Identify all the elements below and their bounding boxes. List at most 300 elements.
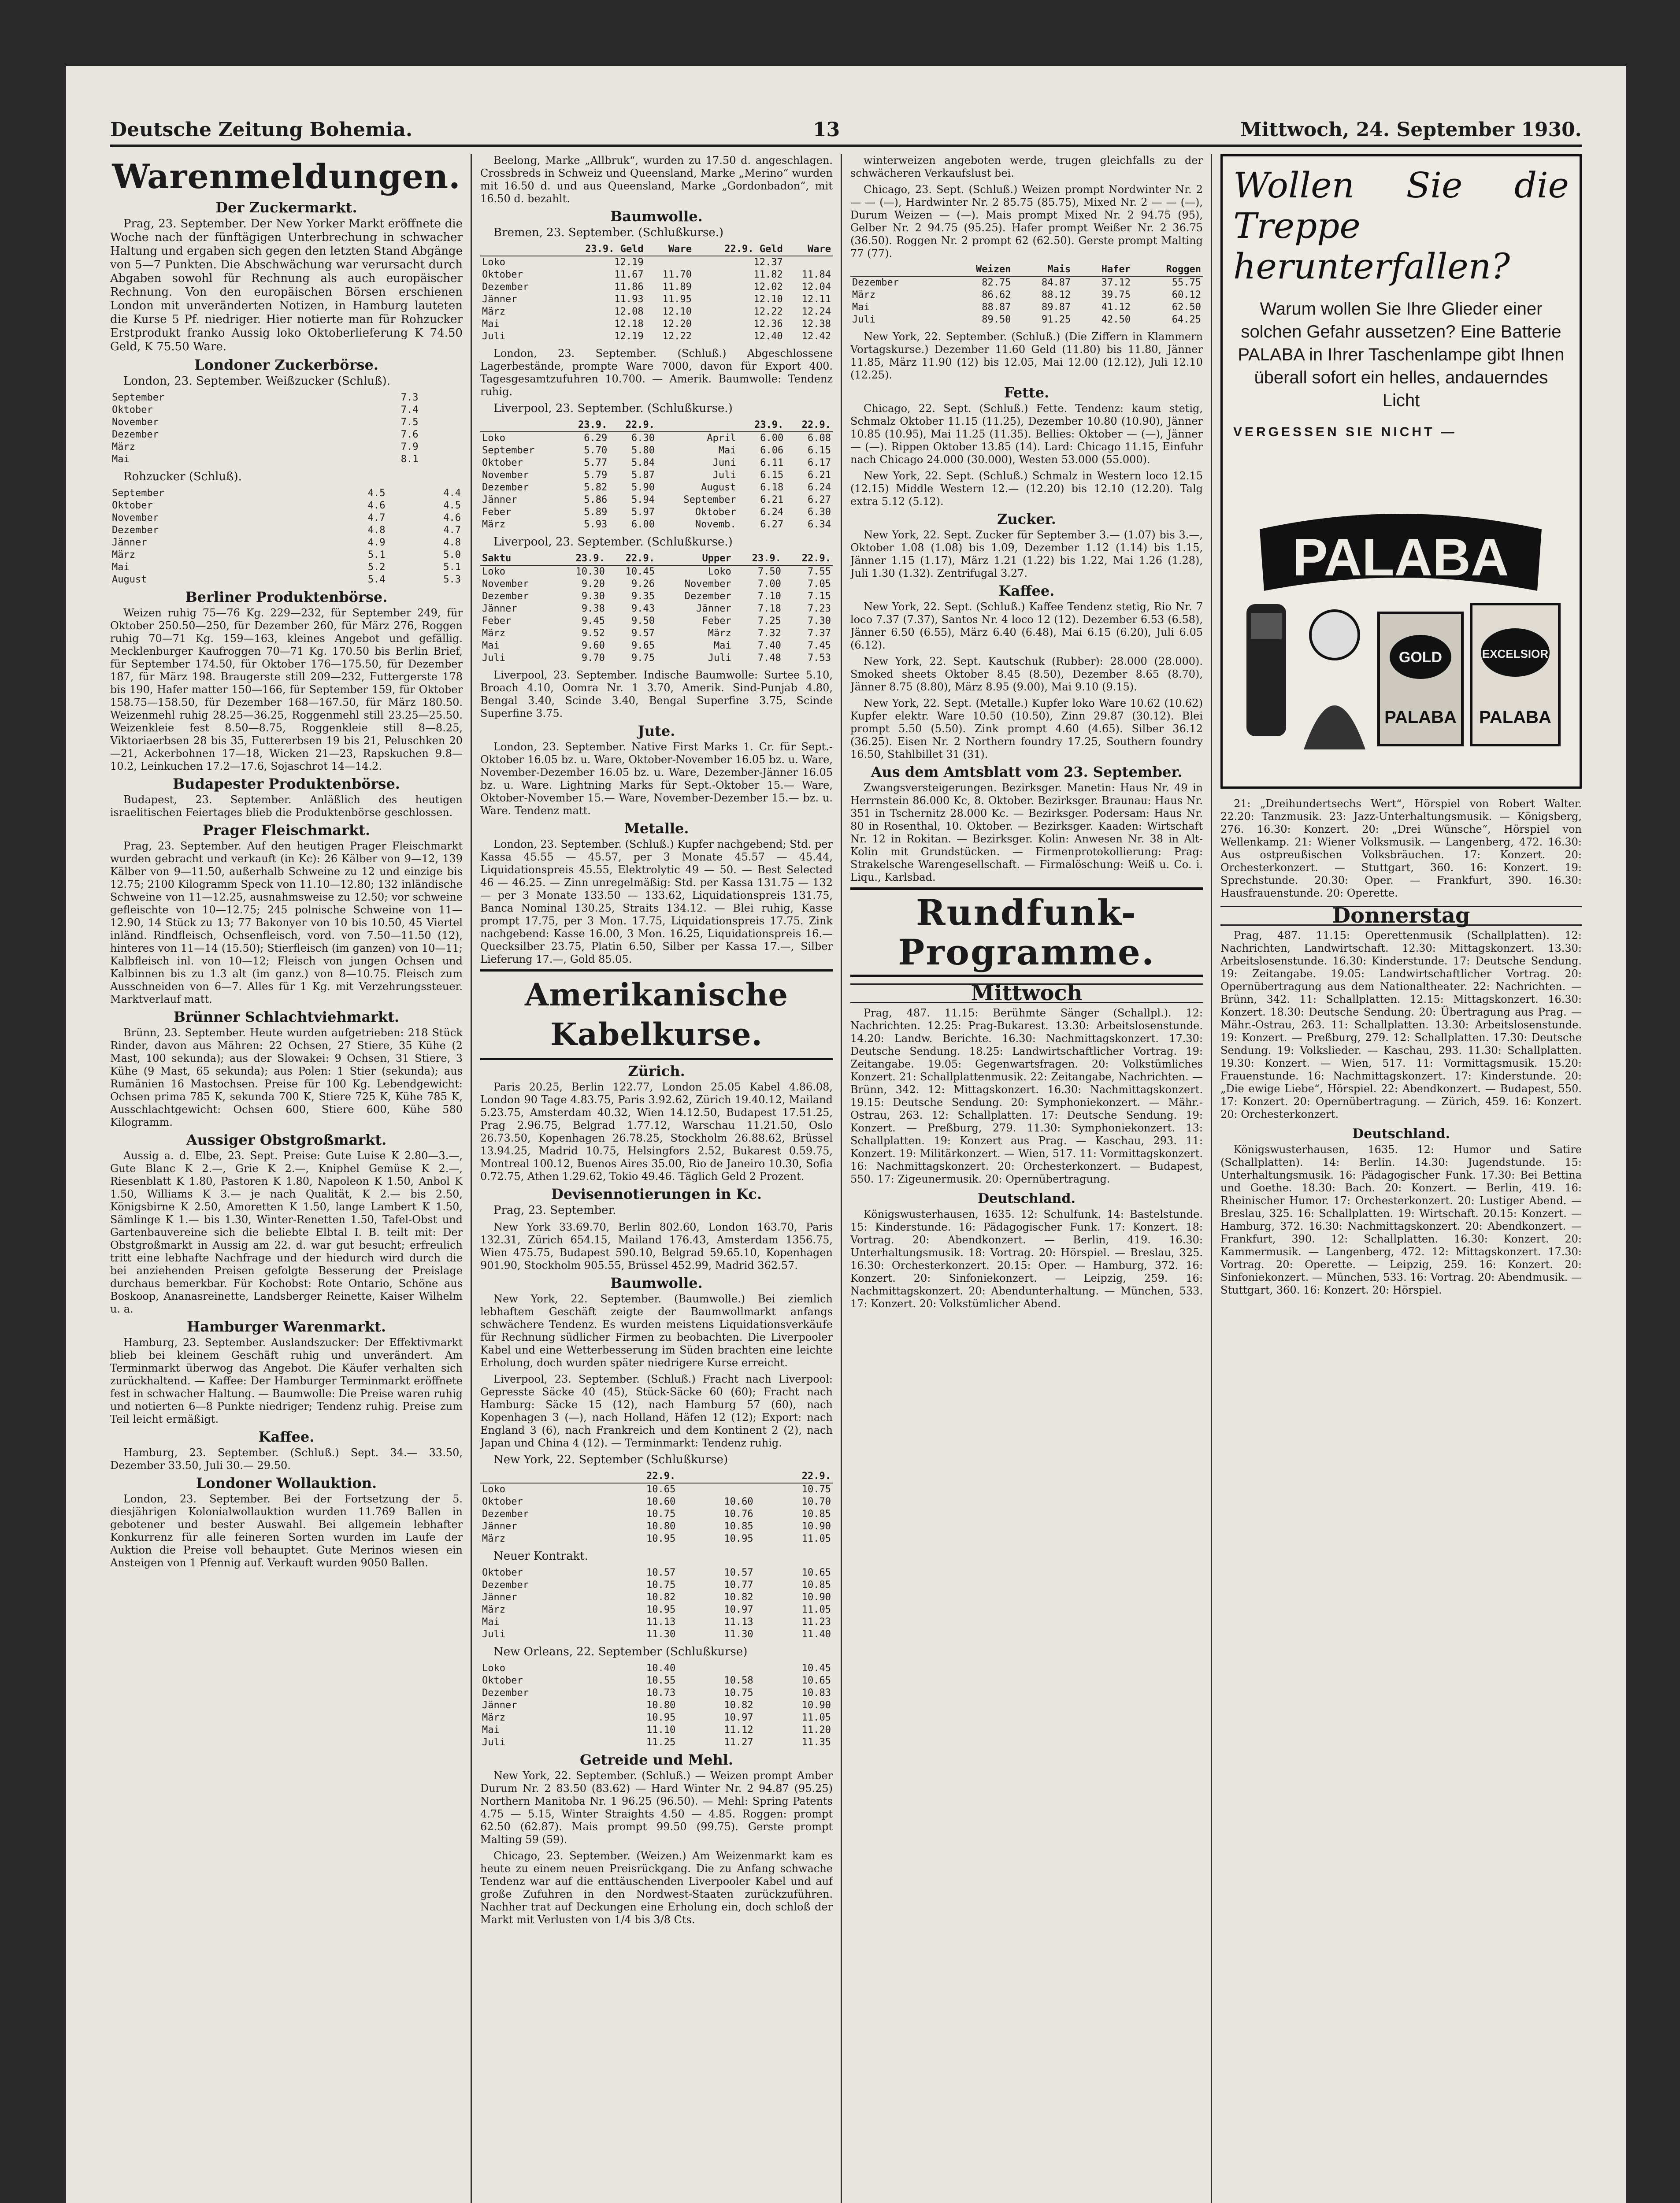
table-cell: 10.82 (724, 1700, 753, 1711)
box-label-excelsior: EXCELSIOR (1482, 647, 1549, 660)
table-row (850, 314, 1203, 326)
table-row (110, 392, 463, 404)
article-heading: Prager Fleischmarkt. (202, 822, 371, 838)
article-text: Hamburg, 23. September. Auslandszucker: Der Effektivmarkt blieb bei kleinem Geschäft ruhig und unverändert. Am Terminmarkt überwog das Angebot. Die Käufer verhalten sich zurückhaltend. — Kaffee: Der Hamburger Terminmarkt eröffnete fest in schwacher Haltung. — Baumwolle: Die Preise waren ruhig und notierten 6—8 Punkte niedriger; Tendenz ruhig. Preise zum Teil leicht ermäßigt. (110, 1336, 463, 1425)
table-cell: 9.52 (581, 628, 605, 639)
table-cell: 12.22 (662, 331, 692, 342)
table-row (110, 561, 463, 574)
table-cell: 11.30 (646, 1629, 676, 1640)
table-cell: 84.87 (1041, 277, 1071, 288)
table-cell: Dezember (852, 277, 899, 288)
article-text: New York, 22. September. (Schluß.) (Die Ziffern in Klammern Vortagskurse.) Dezember 11.60 Geld (11.80) bis 11.80, Jänner 11.85, März 11.90 (12) bis 12.05, Mai 12.00 (12.12), Juli 12.10 (12.25). (850, 330, 1203, 381)
article-text: winterweizen angeboten werde, trugen gleichfalls zu der schwächeren Verkaufslust bei. (850, 154, 1203, 179)
table-header-cell: 22.9. (785, 419, 833, 432)
table-header-cell (480, 243, 554, 256)
palaba-advertisement (1220, 154, 1582, 789)
table-cell: 10.60 (646, 1496, 676, 1507)
article-text: Chicago, 22. Sept. (Schluß.) Fette. Tendenz: kaum stetig, Schmalz Oktober 11.15 (11.25), Dezember 10.80 (10.90), Jänner 10.85 (10.95), Mai 11.25 (11.35). Bellies: Oktober — (—), Jänner — (—). Rippen Oktober 13.85 (14). Lard: Chicago 11.15, Einfuhr nach Chicago 24.000 (30.000), Westen 53.000 (55.000). (850, 402, 1203, 466)
table-cell: 11.05 (801, 1533, 831, 1544)
table-header-cell: 22.9. Geld (694, 243, 785, 256)
table-row (480, 269, 833, 281)
table-cell: 5.0 (443, 549, 461, 560)
table-cell: 11.13 (724, 1617, 753, 1628)
table-cell: 10.57 (724, 1567, 753, 1578)
table-cell: 11.40 (801, 1629, 831, 1640)
page-number: 13 (812, 119, 840, 141)
table-cell (677, 1662, 755, 1675)
table-cell: 10.45 (625, 566, 655, 577)
table-cell: 12.20 (662, 319, 692, 330)
table-row (110, 404, 463, 416)
section-title: Rundfunk-Programme. (850, 887, 1203, 977)
table-cell: Loko (482, 1484, 505, 1495)
table-cell: 10.95 (646, 1604, 676, 1615)
table-cell: 12.37 (753, 257, 783, 268)
table-cell: April (707, 433, 736, 444)
table-cell: 5.90 (631, 482, 655, 493)
table-header-cell: 23.9. (557, 553, 607, 565)
article-heading: Kaffee. (258, 1428, 315, 1445)
table-cell: Juli (708, 653, 731, 664)
table-row (480, 1616, 833, 1628)
article-text: Budapest, 23. September. Anläßlich des heutigen israelitischen Feiertages blieb die Produktenbörse geschlossen. (110, 794, 463, 819)
table-cell: 10.75 (646, 1580, 676, 1591)
table-cell (785, 256, 833, 269)
table-cell: 10.75 (801, 1484, 831, 1495)
table-row (480, 1662, 833, 1675)
table-cell: 7.48 (757, 653, 781, 664)
article-text: London, 23. September. Native First Marks 1. Cr. für Sept.-Oktober 16.05 bz. u. Ware, Oktober-November 16.05 bz. u. Ware, November-Dezember 16.05 bz. u. Ware, Dezember-Jänner 16.05 bz. u. Ware. Lightning Marks für Sept.-Oktober 15.— Ware, Oktober-November 15.— Ware, November-Dezember 15.— bz. u. Ware. Tendenz matt. (480, 741, 833, 817)
table-cell: 4.8 (367, 525, 386, 536)
article-subline: Rohzucker (Schluß). (123, 470, 242, 483)
article-text: Liverpool, 23. September. (Schluß.) Fracht nach Liverpool: Gepresste Säcke 40 (45), Stück-Säcke 60 (60); Fracht nach Hamburg: Säcke 15 (12), nach Hamburg 57 (60), nach Kopenhagen 3 (—), nach Holland, Häfen 12 (12); Export: nach England 3 (6), nach Frankreich und dem Kontinent 2 (2), nach Japan und China 4 (12). — Terminmarkt: Tendenz ruhig. (480, 1373, 833, 1449)
table-cell (434, 453, 449, 466)
table-cell: Juli (712, 470, 736, 481)
table-row (480, 1579, 833, 1591)
table-header-row (480, 419, 833, 432)
table-cell: 10.55 (646, 1675, 676, 1686)
table-cell: 12.36 (753, 319, 783, 330)
article-heading: Devisennotierungen in Kc. (551, 1186, 762, 1202)
table-cell: 12.40 (753, 331, 783, 342)
table-header-cell (480, 1470, 600, 1483)
table-cell (449, 441, 463, 453)
table-cell: Mai (852, 302, 870, 313)
table-cell: 11.13 (646, 1617, 676, 1628)
article-heading: Berliner Produktenbörse. (185, 589, 388, 605)
table-header-row (480, 1470, 833, 1483)
table-header-cell: 22.9. (783, 553, 833, 565)
table-cell: November (112, 512, 159, 523)
column-4 (1220, 154, 1582, 2203)
article-heading: Londoner Zuckerbörse. (194, 356, 379, 373)
table-cell (449, 392, 463, 404)
table-cell: Jänner (482, 603, 517, 614)
table-cell: März (852, 289, 875, 300)
table-header-cell: 22.9. (607, 553, 656, 565)
table-cell: Dezember (112, 429, 159, 440)
table-cell: 6.15 (808, 445, 831, 456)
table-cell: März (112, 441, 135, 452)
table-cell: Dezember (482, 1687, 529, 1699)
table-cell: 11.35 (801, 1737, 831, 1748)
article-subline: Bremen, 23. September. (Schlußkurse.) (493, 226, 724, 239)
table-header-cell: Ware (645, 243, 694, 256)
table-cell: 12.42 (801, 331, 831, 342)
article-heading: Getreide und Mehl. (579, 1751, 734, 1768)
table-row (480, 432, 833, 445)
table-cell (449, 429, 463, 441)
table-cell: 5.77 (584, 457, 608, 468)
table-cell: 10.90 (801, 1521, 831, 1532)
table-header-cell (480, 419, 562, 432)
table-cell: 10.75 (724, 1687, 753, 1699)
article-text: Aussig a. d. Elbe, 23. Sept. Preise: Gute Luise K 2.80—3.—, Gute Blanc K 2.—, Grie K 2.—, Kniphel Gemüse K 2.—, Riesenblatt K 1.80, Pastoren K 1.80, Napoleon K 1.50, Anbol K 1.50, Williams K 3.— je nach Qualität, K 2.— bis 2.50, Königsbirne K 2.50, Amoretten K 1.50, lange Lambert K 1.50, Sämlinge K 1.— bis 1.30, Winter-Renetten 1.50, Tafel-Obst und Gartenbauvereine sich die beliebte Elbtal I. B. teilt mit: Der Obstgroßmarkt in Aussig am 22. d. war gut besucht; erfreulich tritt eine lebhafte Nachfrage und der hiedurch wird durch die bei anziehenden Preisen gefolgte Besserung der Preislage durchaus bemerkbar. Für Kochobst: Rote Ontario, Schöne aus Boskoop, Ananasreinette, Landsberger Reinette, Kaiser Wilhelm u. a. (110, 1150, 463, 1315)
table-row (480, 318, 833, 330)
table-cell: 10.75 (646, 1509, 676, 1520)
table-cell: 9.20 (581, 579, 605, 590)
article-text: Zwangsversteigerungen. Bezirksger. Manetin: Haus Nr. 49 in Herrnstein 86.000 Kc, 8. Oktober. Bezirksger. Braunau: Haus Nr. 351 in Tschernitz 28.000 Kc. — Bezirksger. Podersam: Haus Nr. 80 in Rosenthal, 10. Oktober. — Bezirksger. Kaaden: Wirtschaft Nr. 12 in Rokitan. — Bezirksger. Kolin: Anwesen Nr. 38 in Alt-Kolin mit Grundstücken. — Firmenprotokollierung: Prag: Strakelsche Warengesellschaft. — Firmalöschung: Weiß u. Co. i. Liqu., Karlsbad. (850, 782, 1203, 883)
table-cell: 7.00 (757, 579, 781, 590)
article-heading: Zucker. (997, 511, 1056, 527)
column-1 (110, 154, 463, 2203)
table-header-cell: 23.9. Geld (554, 243, 645, 256)
article-text: Prag, 487. 11.15: Operettenmusik (Schallplatten). 12: Nachrichten, Landwirtschaft. 12.30: Mittagskonzert. 13.30: Arbeitslosenstunde. 16.30: Kinderstunde. 17: Deutsche Sendung. 19: Zeitangabe. 19.05: Landwirtschaftlicher Vortrag. 20: Opernübertragung aus dem Nationaltheater. 22: Nachrichten. — Brünn, 342. 11: Schallplatten. 12.15: Mittagskonzert. 16.30: Konzert. 18.30: Deutsche Sendung. 20: Übertragung aus Prag. — Mähr.-Ostrau, 263. 11: Schallplatten. 13.30: Arbeitslosenstunde. 19: Konzert. — Preßburg, 279. 12: Schallplatten. 17.30: Deutsche Sendung. 19: Volkslieder. — Kaschau, 293. 11.30: Schallplatten. 19.30: Konzert. — Wien, 517. 11: Vormittagsmusik. 15.20: Frauenstunde. 16: Nachmittagskonzert. 17: Kinderstunde. 20: „Die ewige Liebe“, Hörspiel. 22: Abendkonzert. — Budapest, 550. 17: Konzert. 20: Opernübertragung. — Zürich, 459. 16: Konzert. 20: Orchesterkonzert. (1220, 929, 1582, 1120)
table-cell (420, 392, 434, 404)
table-cell: 11.20 (801, 1725, 831, 1736)
table-row (480, 506, 833, 519)
table-cell: September (683, 494, 736, 505)
table-cell: 11.86 (614, 282, 644, 293)
table-cell: Jänner (482, 1592, 517, 1603)
article-text: Hamburg, 23. September. (Schluß.) Sept. 34.— 33.50, Dezember 33.50, Juli 30.— 29.50. (110, 1446, 463, 1472)
table-cell (434, 392, 449, 404)
table-row (480, 330, 833, 343)
table-cell (677, 1483, 755, 1496)
article-heading: Aus dem Amtsblatt vom 23. September. (871, 764, 1183, 780)
table-cell: 8.1 (401, 454, 419, 465)
table-header-cell: Mais (1012, 263, 1072, 276)
table-cell: 11.10 (646, 1725, 676, 1736)
box-brand-right: PALABA (1479, 708, 1551, 727)
article-heading: Jute. (638, 723, 675, 739)
table-cell: Juli (852, 314, 875, 325)
table-cell: 10.82 (724, 1592, 753, 1603)
article-text: New York, 22. Sept. (Metalle.) Kupfer loko Ware 10.62 (10.62) Kupfer elektr. Ware 10.50 (10.50), Zinn 29.87 (30.12). Blei prompt 5.50 (5.50). Zink prompt 4.60 (4.65). Silber 36.12 (36.25). Eisen Nr. 2 Northern foundry 17.25, Southern foundry 16.50, Stahlbillet 31 (31). (850, 697, 1203, 760)
table-cell: Jänner (482, 494, 517, 505)
table-cell (449, 416, 463, 429)
table-cell: 5.1 (367, 549, 386, 560)
table-row (110, 512, 463, 524)
table-cell: 6.27 (760, 519, 784, 530)
table-cell: Jänner (112, 537, 147, 548)
article-heading: Der Zuckermarkt. (215, 199, 357, 216)
table-cell: Dezember (482, 591, 529, 602)
table-cell: 5.82 (584, 482, 608, 493)
table-cell: 4.7 (443, 525, 461, 536)
ad-brand: PALABA (1292, 528, 1509, 587)
table-cell: September (482, 445, 535, 456)
table-cell: 4.5 (367, 488, 386, 499)
table-cell: 7.37 (808, 628, 831, 639)
table-header-cell: 23.9. (738, 419, 786, 432)
table-row (480, 1533, 833, 1545)
table-cell: Mai (713, 640, 731, 651)
table-cell: 9.75 (631, 653, 655, 664)
table-row (480, 603, 833, 615)
table-cell: Oktober (482, 1496, 523, 1507)
article-text: Beelong, Marke „Allbruk“, wurden zu 17.50 d. angeschlagen. Crossbreds in Schweiz und Queensland, Marke „Merino“ wurden mit 16.50 d. und aus Queensland, Marke „Gordonbadon“, mit 16.50 d. bezahlt. (480, 154, 833, 205)
table-header-cell: 23.9. (733, 553, 783, 565)
table-cell: Feber (482, 507, 512, 518)
table-cell (645, 256, 694, 269)
table-cell: 9.43 (631, 603, 655, 614)
table-row (480, 1567, 833, 1579)
table-cell: 55.75 (1172, 277, 1201, 288)
article-text: Königswusterhausen, 1635. 12: Schulfunk. 14: Bastelstunde. 15: Kinderstunde. 16: Pädagogischer Funk. 17: Konzert. 18: Vortrag. 20: Abendkonzert. — Berlin, 419. 16.30: Unterhaltungsmusik. 18: Vortrag. 20: Hörspiel. — Breslau, 325. 16.30: Orchesterkonzert. 20.15: Oper. — Hamburg, 372. 16: Konzert. 20: Sinfoniekonzert. — Leipzig, 259. 16: Nachmittagskonzert. 20: Abendunterhaltung. — München, 533. 17: Konzert. 20: Volkstümlicher Abend. (850, 1208, 1203, 1310)
table-cell: Dezember (482, 482, 529, 493)
table-cell: Jänner (696, 603, 731, 614)
table-cell (434, 441, 449, 453)
table-cell: 10.65 (801, 1567, 831, 1578)
table-row (110, 429, 463, 441)
table-cell: 5.94 (631, 494, 655, 505)
article-subline: New Orleans, 22. September (Schlußkurse) (493, 1645, 748, 1658)
box-label-gold: GOLD (1398, 649, 1443, 666)
column-rule (471, 154, 472, 2203)
table-cell: 12.18 (614, 319, 644, 330)
table-header-row (480, 243, 833, 256)
table-cell: 11.23 (801, 1617, 831, 1628)
table-row (480, 482, 833, 494)
table-cell: Oktober (695, 507, 736, 518)
table-cell: 12.10 (753, 294, 783, 305)
table-cell: 6.21 (808, 470, 831, 481)
table-cell: 6.00 (760, 433, 784, 444)
ad-body: Warum wollen Sie Ihre Glieder einer solchen Gefahr aussetzen? Eine Batterie PALABA in Ihrer Taschenlampe gibt Ihnen überall sofort ein helles, andauerndes Licht (1238, 299, 1565, 410)
table-cell: 5.86 (584, 494, 608, 505)
table-row (480, 457, 833, 469)
table-cell: Jänner (482, 1700, 517, 1711)
table-row (110, 441, 463, 453)
table-cell: November (482, 470, 529, 481)
table-row (110, 537, 463, 549)
table-cell: 12.19 (614, 257, 644, 268)
table-cell: 10.95 (646, 1533, 676, 1544)
article-text: New York, 22. Sept. Kautschuk (Rubber): 28.000 (28.000). Smoked sheets Oktober 8.45 (8.50), Dezember 8.65 (8.70), Jänner 8.75 (8.80), März 8.95 (9.00), Mai 9.10 (9.15). (850, 655, 1203, 693)
table-cell: 4.7 (367, 512, 386, 523)
table-row (850, 289, 1203, 301)
table-header-cell: Saktu (480, 553, 557, 565)
table-cell: 6.17 (808, 457, 831, 468)
table-cell: 4.6 (367, 500, 386, 511)
table-cell: 12.38 (801, 319, 831, 330)
table-cell: 10.85 (724, 1521, 753, 1532)
table-cell: November (482, 579, 529, 590)
quote-table (480, 243, 833, 343)
table-cell: Juli (482, 1629, 505, 1640)
table-row (480, 1628, 833, 1641)
quote-table (110, 392, 463, 466)
table-header-cell: Weizen (942, 263, 1012, 276)
table-row (480, 469, 833, 482)
table-cell: Mai (718, 445, 736, 456)
table-cell: Loko (482, 433, 505, 444)
quote-table (480, 1470, 833, 1545)
table-row (480, 1699, 833, 1712)
article-heading: Zürich. (628, 1063, 685, 1079)
article-text: New York, 22. September. (Baumwolle.) Bei ziemlich lebhaftem Geschäft zeigte der Baumwollmarkt anfangs schwächere Tendenz. Es wurden meistens Liquidationsverkäufe für Rechnung südlicher Firmen zu beobachten. Die Liverpooler Kabel und eine Wetterbesserung im Süden brachten eine leichte Erholung, doch wurden später niedrigere Kurse erreicht. (480, 1293, 833, 1369)
table-cell: 9.45 (581, 616, 605, 627)
table-cell (420, 416, 434, 429)
quote-table (480, 419, 833, 531)
table-row (480, 445, 833, 457)
day-heading: Donnerstag (1220, 906, 1582, 926)
table-cell: März (482, 519, 505, 530)
table-cell: 10.90 (801, 1700, 831, 1711)
table-cell: 10.95 (724, 1533, 753, 1544)
table-cell: 62.50 (1172, 302, 1201, 313)
table-cell: Mai (482, 1725, 500, 1736)
table-cell: 91.25 (1041, 314, 1071, 325)
table-cell: 4.8 (443, 537, 461, 548)
table-cell: 12.02 (753, 282, 783, 293)
article-subline: London, 23. September. Weißzucker (Schluß). (123, 375, 390, 388)
table-cell: 5.87 (631, 470, 655, 481)
table-row (480, 578, 833, 590)
table-cell: 5.1 (443, 562, 461, 573)
masthead (110, 110, 1582, 147)
table-cell: 5.93 (584, 519, 608, 530)
table-cell: Oktober (482, 1567, 523, 1578)
table-row (480, 281, 833, 293)
table-cell: 89.87 (1041, 302, 1071, 313)
table-cell: 7.15 (808, 591, 831, 602)
table-cell: 11.12 (724, 1725, 753, 1736)
table-cell: Feber (702, 616, 731, 627)
table-row (480, 652, 833, 664)
table-row (480, 1724, 833, 1736)
table-cell: 4.9 (367, 537, 386, 548)
table-cell: 4.6 (443, 512, 461, 523)
table-cell: 11.27 (724, 1737, 753, 1748)
table-cell: März (708, 628, 731, 639)
table-cell: 10.70 (801, 1496, 831, 1507)
table-cell: 10.45 (801, 1663, 831, 1674)
table-cell: 12.19 (614, 331, 644, 342)
article-text: Prag, 23. September. Der New Yorker Markt eröffnete die Woche nach der fünftägigen Unterbrechung in schwacher Haltung und ergaben sich gegen den letzten Stand Abgänge von 5—7 Punkten. Die Abschwächung war verursacht durch Abgaben sowohl für Rechnung als auch europäischer Rechnung. Von den europäischen Börsen erschienen London mit unveränderten Notizen, in Hamburg lauteten die Kurse 5 Pf. niedriger. Hier notierte man für Rohzucker Erstprodukt franko Aussig loko Oktoberlieferung K 74.50 Geld, K 75.50 Ware. (110, 217, 463, 353)
table-cell: 5.2 (367, 562, 386, 573)
table-cell: 6.21 (760, 494, 784, 505)
table-cell: 6.24 (760, 507, 784, 518)
table-cell: 12.24 (801, 306, 831, 317)
table-cell: 10.73 (646, 1687, 676, 1699)
table-cell: 10.83 (801, 1687, 831, 1699)
table-cell (449, 404, 463, 416)
table-cell: 10.85 (801, 1580, 831, 1591)
table-cell: 7.25 (757, 616, 781, 627)
table-cell: 60.12 (1172, 289, 1201, 300)
table-header-row (480, 553, 833, 565)
article-text: Chicago, 23. Sept. (Schluß.) Weizen prompt Nordwinter Nr. 2 — — (—), Hardwinter Nr. 2 85.75 (85.75), Mixed Nr. 2 — — (—), Durum Weizen — (—). Mais prompt Mixed Nr. 2 94.75 (95), Gelber Nr. 2 94.75 (95.25). Hafer prompt Weißer Nr. 2 36.75 (36.50). Roggen Nr. 2 prompt 62 (62.50). Gerste prompt Malting 77 (77). (850, 183, 1203, 260)
table-cell: 12.22 (753, 306, 783, 317)
table-cell: 10.58 (724, 1675, 753, 1686)
table-cell: 6.30 (808, 507, 831, 518)
table-cell: Mai (482, 1617, 500, 1628)
table-cell: 6.34 (808, 519, 831, 530)
table-row (480, 1508, 833, 1521)
table-row (110, 549, 463, 561)
table-cell: 86.62 (982, 289, 1011, 300)
article-heading: Baumwolle. (610, 208, 703, 225)
table-cell: 5.3 (443, 574, 461, 585)
newspaper-page (66, 66, 1626, 2203)
quote-table (480, 553, 833, 664)
article-text: New York 33.69.70, Berlin 802.60, London 163.70, Paris 132.31, Zürich 654.15, Mailand 176.43, Amsterdam 1356.75, Wien 475.75, Budapest 590.10, Belgrad 59.65.10, Kopenhagen 901.90, Stockholm 905.55, Brüssel 452.99, Madrid 362.57. (480, 1221, 833, 1272)
table-cell: 10.60 (724, 1496, 753, 1507)
column-2 (480, 154, 833, 2203)
table-cell: 9.26 (631, 579, 655, 590)
article-text: Brünn, 23. September. Heute wurden aufgetrieben: 218 Stück Rinder, davon aus Mähren: 22 Ochsen, 27 Stiere, 35 Kühe (2 Mast, 100 sekunda); aus der Slowakei: 9 Ochsen, 31 Stiere, 3 Kühe (9 Mast, 65 sekunda); aus Polen: 1 Stier (sekunda); aus Rumänien 16 Mastochsen. Preise für 100 Kg. Lebendgewicht: Ochsen prima 785 K, sekunda 700 K, Stiere 725 K, Kühe 785 K, Ausschlachtgewicht: Ochsen 600, Stiere 600, Kühe 580 Kilogramm. (110, 1027, 463, 1128)
article-text: Prag, 487. 11.15: Berühmte Sänger (Schallpl.). 12: Nachrichten. 12.25: Prag-Bukarest. 13.30: Arbeitslosenstunde. 14.20: Landw. Berichte. 16.30: Nachmittagskonzert. 17.30: Deutsche Sendung. 18.25: Landwirtschaftlicher Vortrag. 19: Zeitangabe. 19.05: Gegenwartsfragen. 20: Volkstümliches Konzert. 21: Schallplattenmusik. 22: Zeitangabe, Nachrichten. — Brünn, 342. 12: Mittagskonzert. 16.30: Nachmittagskonzert. 19.15: Deutsche Sendung. 20: Symphoniekonzert. — Mähr.-Ostrau, 263. 12: Schallplatten. 17: Deutsche Sendung. 19: Konzert. — Preßburg, 279. 11.30: Symphoniekonzert. 13: Schallplatten. 19: Konzert aus Prag. — Kaschau, 293. 11: Konzert. 19: Militärkonzert. — Wien, 517. 11: Vormittagskonzert. 16: Nachmittagskonzert. 20: Orchesterkonzert. — Budapest, 550. 17: Zigeunermusik. 20: Opernübertragung. (850, 1007, 1203, 1185)
section-title: Amerikanische Kabelkurse. (480, 969, 833, 1060)
table-cell: 9.57 (631, 628, 655, 639)
table-cell (434, 429, 449, 441)
article-text: New York, 22. September. (Schluß.) — Weizen prompt Amber Durum Nr. 2 83.50 (83.62) — Hard Winter Nr. 2 94.87 (95.25) Northern Manitoba Nr. 1 96.25 (96.50). — Mehl: Spring Patents 4.75 — 5.15, Winter Straights 4.50 — 4.85. Roggen: prompt 62.50 (62.87). Mais prompt 99.50 (99.75). Gerste prompt Malting 59 (59). (480, 1769, 833, 1846)
table-cell: Mai (482, 640, 500, 651)
table-cell: 10.65 (646, 1484, 676, 1495)
table-cell: 6.15 (760, 470, 784, 481)
table-cell: 7.23 (808, 603, 831, 614)
table-cell: 6.08 (808, 433, 831, 444)
table-header-cell: 23.9. (562, 419, 609, 432)
article-subline: Liverpool, 23. September. (Schlußkurse.) (493, 535, 733, 549)
article-subline: New York, 22. September (Schlußkurse) (493, 1453, 728, 1466)
table-cell: 6.29 (584, 433, 608, 444)
quote-table (480, 1567, 833, 1641)
table-cell: März (482, 1533, 505, 1544)
article-text: London, 23. September. (Schluß.) Abgeschlossene Lagerbestände, prompte Ware 7000, davon für Export 400. Tagesgesamtzufuhren 10.700. — Amerik. Baumwolle: Tendenz ruhig. (480, 347, 833, 398)
table-cell: 9.60 (581, 640, 605, 651)
article-heading: Metalle. (624, 820, 689, 837)
ad-headline: Wollen Sie die Treppe herunterfallen? (1233, 165, 1569, 287)
column-3 (850, 154, 1203, 2203)
table-cell: 6.27 (808, 494, 831, 505)
table-cell: Jänner (482, 294, 517, 305)
table-cell: September (112, 392, 165, 403)
table-header-cell: Hafer (1072, 263, 1132, 276)
table-row (850, 276, 1203, 289)
table-row (480, 1496, 833, 1508)
quote-table (110, 487, 463, 586)
table-cell (449, 453, 463, 466)
table-cell: 12.11 (801, 294, 831, 305)
battery-illustration (1233, 503, 1568, 776)
day-heading: Mittwoch (850, 983, 1203, 1003)
table-cell: 7.3 (401, 392, 419, 403)
table-cell: 7.53 (808, 653, 831, 664)
table-row (110, 500, 463, 512)
table-header-cell: Roggen (1132, 263, 1203, 276)
table-cell: 10.40 (646, 1663, 676, 1674)
table-row (480, 640, 833, 652)
table-cell: 10.85 (801, 1509, 831, 1520)
article-text: Chicago, 23. September. (Weizen.) Am Weizenmarkt kam es heute zu einem neuen Preisrückgang. Die zu Anfang schwache Tendenz war auf die enttäuschenden Liverpooler Kabel und auf große Zufuhren in den Nordwest-Staaten zurückzuführen. Nachher trat auf Deckungen eine Erholung ein, doch schloß der Markt mit Verlusten von 1/4 bis 3/8 Cts. (480, 1850, 833, 1926)
article-subline: Liverpool, 23. September. (Schlußkurse.) (493, 402, 733, 415)
table-cell: 5.80 (631, 445, 655, 456)
table-cell: März (482, 1604, 505, 1615)
table-cell: Oktober (482, 1675, 523, 1686)
